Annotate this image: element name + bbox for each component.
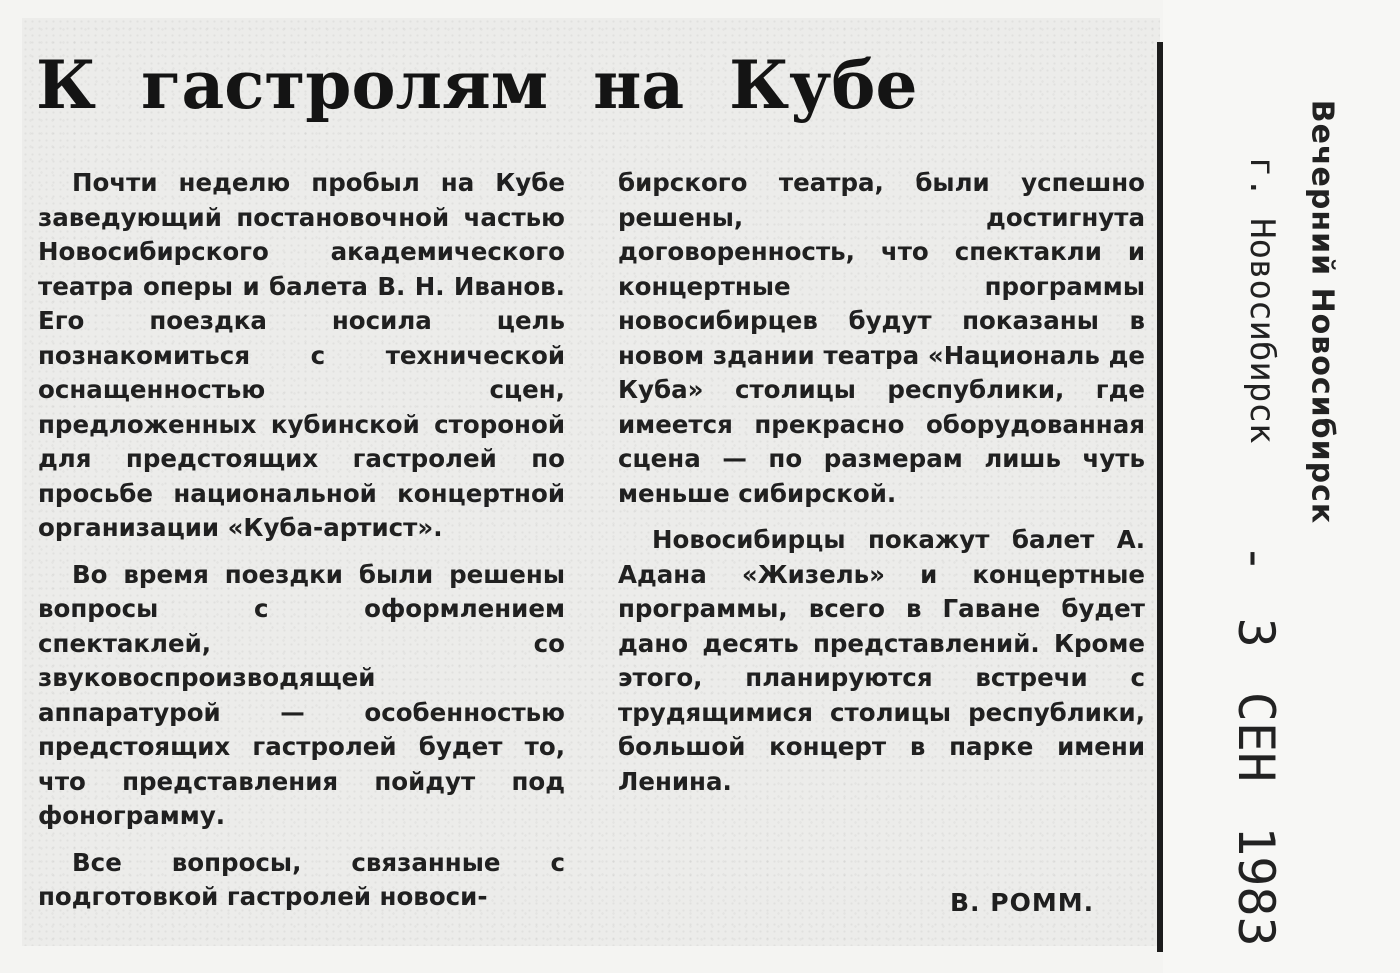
paragraph: бирского театра, были успешно решены, достигнута договоренность, что спектакли и концертные программы новосибирцев будут показаны в новом здании театра «Националь де Куба» столицы республики, где имеется прекрасно оборудованная сцена — по размерам лишь чуть меньше сибирской. [618,168,1145,508]
author-signature: В. РОММ. [950,888,1095,917]
paragraph: Почти неделю пробыл на Кубе заведующий постановочной частью Новосибирского академического театра оперы и балета В. Н. Иванов. Его поездка носила цель познакомиться с технической оснащенностью сцен, предложенных кубинской стороной для предстоящих гастролей по просьбе национальной концертной организации «Куба-артист». [38,168,565,542]
date-stamp: - 3 СЕН 1983 [1227,543,1285,947]
article-headline: К гастролям на Кубе [36,46,918,124]
paragraph: Новосибирцы покажут балет А. Адана «Жизель» и концертные программы, всего в Гаване будет дано десять представлений. Кроме этого, планируются встречи с трудящимися столицы республики, большой концерт в парке имени Ленина. [618,525,1145,796]
newspaper-name-stamp: Вечерний Новосибирск [1304,99,1340,525]
city-stamp: г. Новосибирск [1242,156,1282,444]
article-column-right [618,166,1145,811]
paragraph: Все вопросы, связанные с подготовкой гастролей новоси- [38,847,565,911]
paragraph: Во время поездки были решены вопросы с оформлением спектаклей, со звуковоспроизводящей аппаратурой — особенностью предстоящих гастролей будет то, что представления пойдут под фонограмму. [38,559,565,830]
article-column-left [38,166,565,927]
